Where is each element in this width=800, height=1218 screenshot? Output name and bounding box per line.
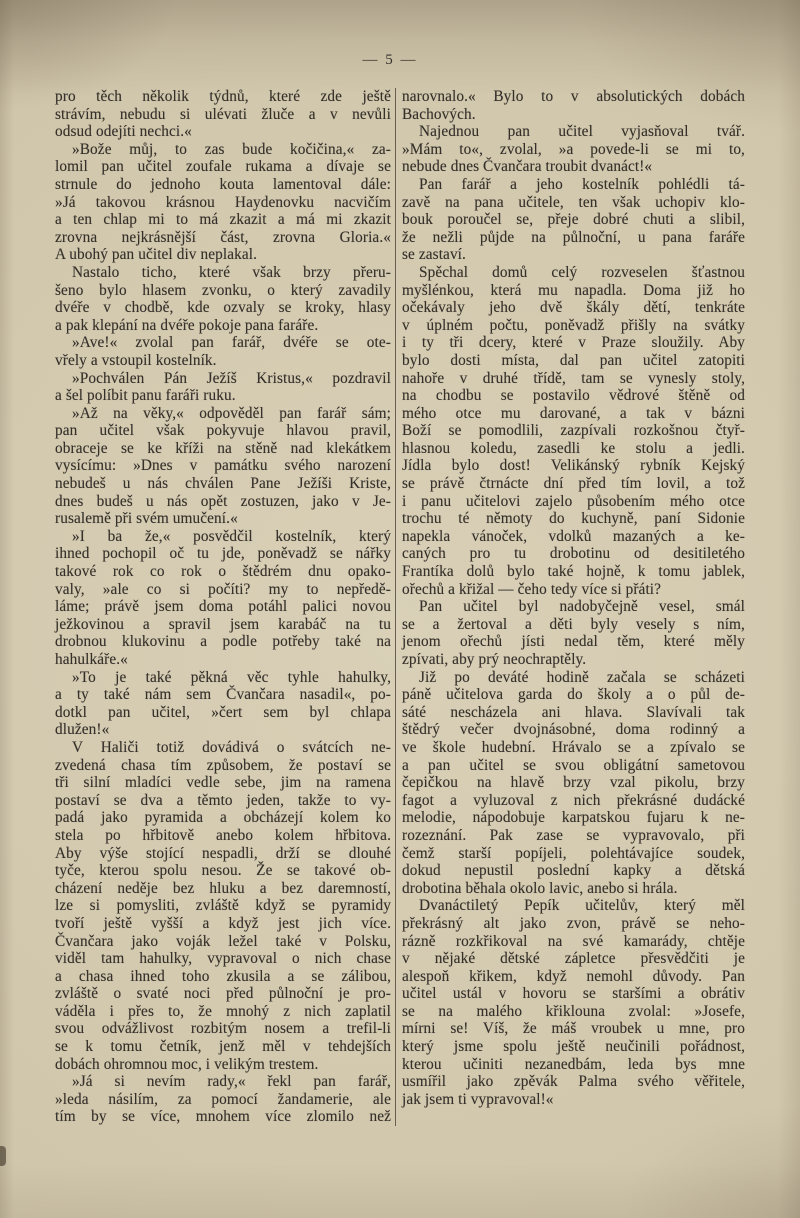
text-line: tři silní mladíci vedle sebe, jim na ramena [55, 774, 391, 792]
text-line: Nastalo ticho, které však brzy přeru- [72, 263, 391, 281]
text-line: pan učitel však pokyvuje hlavou pravil, [55, 422, 391, 440]
text-line: zpívati, aby prý neochraptěly. [402, 651, 587, 668]
text-line: tím by se více, mnohem více zlomilo než [55, 1108, 391, 1126]
text-line: dobách ohromnou moc, i velikým trestem. [55, 1055, 319, 1073]
text-line: Jídla bylo dost! Velikánský rybník Kejský [402, 457, 745, 475]
text-line: napekla vánoček, vdolků mazaných a ke- [402, 527, 745, 545]
text-line: Již po deváté hodině začala se scházeti [419, 668, 745, 686]
text-line: v nějaké dětské zápletce přesvědčiti je [402, 950, 745, 968]
text-line: překrásný alt jako zvon, právě se neho- [402, 914, 745, 932]
column-divider [395, 88, 396, 1126]
text-line: a ty také nám sem Čvančara nasadil«, po- [55, 686, 391, 704]
text-line: ořechů a křižal — čeho tedy více si přáti? [402, 580, 662, 598]
text-line: »I ba že,« posvědčil kostelník, který [72, 527, 391, 545]
text-line: rázně rozkřikoval na své kamarády, chtěje [402, 932, 745, 950]
text-line: se právě čtrnácte dní před tím lovil, a tož [402, 475, 745, 493]
text-line: a pan učitel se svou obligátní sametovou [402, 756, 745, 774]
text-line: dvéře v chodbě, kde ozvaly se kroky, hlasy [55, 299, 391, 317]
text-line: vřely a vstoupil kostelník. [55, 351, 217, 369]
text-line: »Bože můj, to zas bude kočičina,« za- [72, 140, 391, 158]
page-number: — 5 — [362, 52, 418, 68]
text-line: ihned pochopil oč tu jde, poněvadž se nářky [55, 545, 391, 563]
text-line: strnule do jednoho kouta lamentoval dále: [55, 175, 391, 193]
text-line: lze si pomysliti, zvláště když se pyramidy [55, 897, 391, 915]
text-line: »To je také pěkná věc tyhle hahulky, [72, 668, 391, 686]
text-line: zvedená chasa tím způsobem, že postaví se [55, 756, 391, 774]
text-line: zvláště o svaté noci před půlnoční je pro- [55, 985, 391, 1003]
text-line: myšlénkou, která mu napadla. Doma již ho [402, 281, 745, 299]
text-line: V Haliči totiž dovádivá o svátcích ne- [72, 738, 391, 756]
text-line: mého otce mu darované, a tak v bázni [402, 404, 745, 422]
text-line: fagot a vyluzoval z nich překrásné dudácké [402, 791, 745, 809]
text-line: »Mám to«, zvolal, »a povede-li se mi to, [402, 140, 745, 158]
text-line: bylo dosti místa, dal pan učitel zatopiti [402, 351, 745, 369]
text-line: šeno bylo hlasem zvonku, o který zavadily [55, 281, 391, 299]
text-line: Aby výše stojící nespadli, drží se dlouhé [55, 844, 391, 862]
text-line: který jsme spolu ještě neučinili pořádnost, [402, 1038, 745, 1056]
text-line: se k tomu četník, jenž měl v tehdejších [55, 1038, 391, 1056]
text-line: stela po hřbitově anebo kolem hřbitova. [55, 826, 391, 844]
text-line: dnes budeš u nás opět zostuzen, jako v Je- [55, 492, 391, 510]
text-line: caných pro tu drobotinu od desitiletého [402, 545, 745, 563]
text-line: v úplném počtu, poněvadž přišly na svátky [402, 316, 745, 334]
text-line: Bachových. [402, 105, 476, 123]
text-line: drobotina běhala okolo lavic, anebo si hrála. [402, 879, 678, 897]
text-line: viděl tam hahulky, vypravoval o nich chase [55, 950, 391, 968]
text-line: nebudeš u nás chválen Pane Ježíši Kriste, [55, 475, 391, 493]
text-line: tyče, kterou spolu nesou. Že se takové ob- [55, 862, 391, 880]
text-line: Čvančara jako voják ležel také v Polsku, [55, 932, 391, 950]
text-line: Boží se pomodlili, zazpívali rozkošnou čtyř- [402, 422, 745, 440]
text-line: nahoře v druhé třídě, tam se vynesly stoly, [402, 369, 745, 387]
text-line: ježkovinou a spravil jsem karabáč na tu [55, 615, 391, 633]
text-line: Frantíka dolů bylo také hojně, k tomu jablek, [402, 563, 745, 581]
text-line: ve škole hudební. Hrávalo se a zpívalo se [402, 738, 745, 756]
text-line: »Ave!« zvolal pan farář, dvéře se ote- [72, 334, 391, 352]
text-line: nebude dnes Čvančara troubit dvanáct!« [402, 158, 653, 176]
text-line: Dvanáctiletý Pepík učitelův, který měl [419, 897, 745, 915]
text-line: mírni se! Víš, že máš vroubek u mne, pro [402, 1020, 745, 1038]
scan-edge-artifact [0, 1146, 6, 1166]
text-line: svou odvážlivost rozbitým nosem a trefil-li [55, 1020, 391, 1038]
text-line: a šel políbit panu faráři ruku. [55, 387, 236, 405]
text-line: dokud nepustil poslední kapky a dětská [402, 862, 745, 880]
text-line: že nežli půjde na půlnoční, u pana faráře [402, 228, 745, 246]
text-line: odsud odejíti nechci.« [55, 123, 192, 141]
text-line: učitel ustál v hovoru se staršími a obrátiv [402, 985, 745, 1003]
text-line: postaví se dva a těmto jeden, takže to vy- [55, 791, 391, 809]
text-line: očekávaly jeho dvě škály dětí, tenkráte [402, 299, 745, 317]
text-line: dotkl pan učitel, »čert sem byl chlapa [55, 703, 391, 721]
text-line: melodie, nápodobuje karpatskou fujaru k ne- [402, 809, 745, 827]
text-line: hlasnou koledu, zasedli ke stolu a jedli. [402, 439, 745, 457]
text-line: váděla i přes to, že mnohý z nich zaplatil [55, 1002, 391, 1020]
text-line: narovnalo.« Bylo to v absolutických dobách [402, 88, 745, 105]
text-line: láme; právě jsem doma potáhl palici novou [55, 598, 391, 616]
text-line: kterou učiniti nezanedbám, leda bys mne [402, 1055, 745, 1073]
text-line: strávím, nebudu si ulévati žluče a v nevůli [55, 105, 391, 123]
text-line: cházení neděje bez hluku a bez daremností, [55, 879, 391, 897]
text-line: alespoň křikem, když nemohl důvody. Pan [402, 967, 745, 985]
text-line: se zastaví. [402, 246, 466, 264]
text-line: drobnou klukovinu a podle potřeby také na [55, 633, 391, 651]
text-line: takové rok co rok o štědrém dnu opako- [55, 563, 391, 581]
text-line: A ubohý pan učitel div neplakal. [55, 246, 258, 264]
text-line: padá jako pyramida a obcházejí kolem ko [55, 809, 391, 827]
text-line: čemž starší popíjeli, polehtávajíce soudek, [402, 844, 745, 862]
column-left [55, 88, 391, 1126]
text-line: »Já takovou krásnou Haydenovku nacvičím [55, 193, 391, 211]
text-line: »leda násilím, za pomocí žandamerie, ale [55, 1090, 391, 1108]
text-line: rozeznání. Pak zase se vypravovalo, při [402, 826, 745, 844]
text-line: usmířil jako zpěvák Palma svého věřitele, [402, 1073, 745, 1091]
text-line: dlužen!« [55, 721, 110, 739]
text-line: vysícímu: »Dnes v památku svého narození [55, 457, 391, 475]
text-line: štědrý večer dvojnásobné, doma rodinný a [402, 721, 745, 739]
text-line: Pan farář a jeho kostelník pohlédli tá- [419, 175, 745, 193]
text-line: Pan učitel byl nadobyčejně vesel, smál [419, 598, 745, 616]
text-line: pro těch několik týdnů, které zde ještě [55, 88, 391, 105]
text-line: se a žertoval a děti byly vesely s ním, [402, 615, 745, 633]
text-line: sáté nescházela ani hlava. Slavívali tak [402, 703, 745, 721]
text-line: »Já si nevím rady,« řekl pan farář, [72, 1073, 391, 1091]
text-line: bouk poroučel se, přeje dobré chuti a slibil, [402, 211, 745, 229]
text-line: a ten chlap mi to má zkazit a má mi zkazit [55, 211, 391, 229]
text-line: i ty tři dcery, které v Praze sloužily. Aby [402, 334, 745, 352]
text-block [55, 88, 746, 1126]
text-line: čepičkou na hlavě brzy vzal pikolu, brzy [402, 774, 745, 792]
text-line: zavě na pana učitele, ten však uchopiv klo- [402, 193, 745, 211]
text-line: tvoří ještě vyšší a když jest jich více. [55, 914, 391, 932]
column-right [402, 88, 745, 1126]
text-line: »Až na věky,« odpověděl pan farář sám; [72, 404, 391, 422]
text-line: se na malého křiklouna zvolal: »Josefe, [402, 1002, 745, 1020]
text-line: na chodbu se postavilo vědrové štěně od [402, 387, 745, 405]
text-line: páně učitelova garda do školy a o půl de- [402, 686, 745, 704]
text-line: zrovna nejkrásnější část, zrovna Gloria.« [55, 228, 391, 246]
text-line: hahulkáře.« [55, 651, 128, 668]
text-line: Najednou pan učitel vyjasňoval tvář. [419, 123, 745, 141]
text-line: Spěchal domů celý rozveselen šťastnou [419, 263, 745, 281]
text-line: valy, »ale co si počíti? my to nepředě- [55, 580, 391, 598]
text-line: trochu té němoty do kuchyně, paní Sidonie [402, 510, 745, 528]
text-line: rusalemě při svém umučení.« [55, 510, 238, 528]
text-line: lomil pan učitel zoufale rukama a dívaje se [55, 158, 391, 176]
text-line: »Pochválen Pán Ježíš Kristus,« pozdravil [72, 369, 391, 387]
text-line: jak jsem ti vypravoval!« [402, 1090, 554, 1108]
text-line: a chasa ihned toho zkusila a se zálibou, [55, 967, 391, 985]
text-line: a pak klepání na dvéře pokoje pana faráře. [55, 316, 319, 334]
text-line: obraceje se ke kříži na stěně nad klekátkem [55, 439, 391, 457]
text-line: i panu učitelovi zajelo působením mého otce [402, 492, 745, 510]
text-line: jenom ořechů jísti nedal těm, které měly [402, 633, 745, 651]
